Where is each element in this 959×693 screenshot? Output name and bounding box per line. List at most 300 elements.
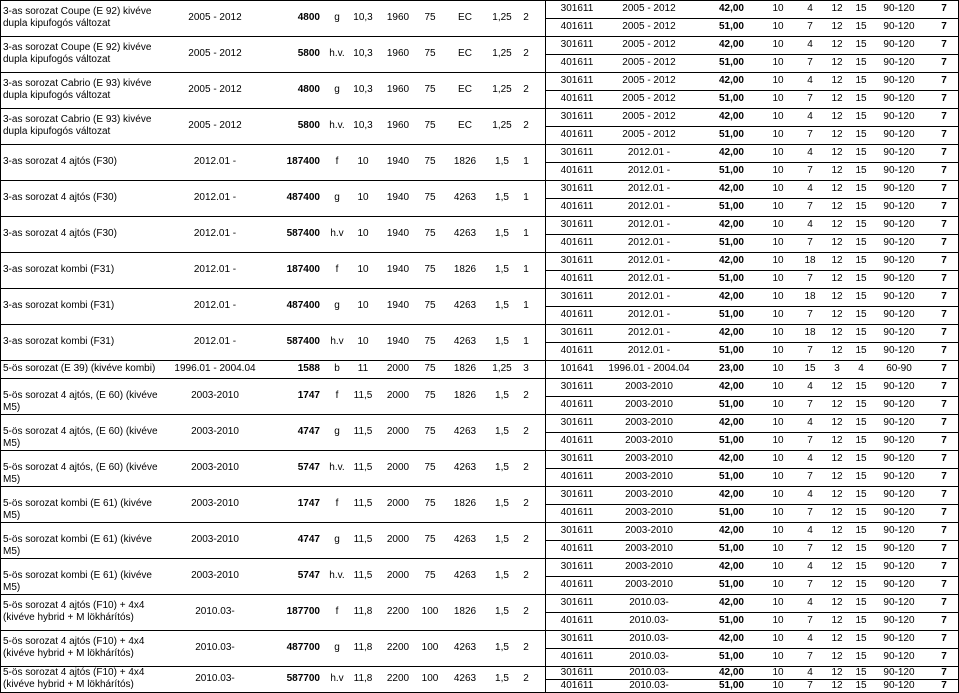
cell-p1: 11,8	[353, 606, 373, 617]
sub-row-divider	[545, 432, 959, 433]
cell-p3: 75	[424, 462, 436, 473]
sub-cell: 7	[807, 129, 813, 140]
cell-p3: 75	[424, 120, 436, 131]
sub-cell: 2003-2010	[625, 471, 673, 482]
sub-cell: 42,00	[718, 147, 744, 158]
cell-code: 4747	[297, 426, 320, 437]
sub-cell: 15	[855, 129, 867, 140]
sub-row-divider	[545, 198, 959, 199]
sub-cell: 10	[772, 543, 784, 554]
sub-cell: 42,00	[718, 111, 744, 122]
sub-cell: 2003-2010	[625, 507, 673, 518]
vehicle-description: 3-as sorozat kombi (F31)	[3, 264, 115, 275]
cell-cat: h.v.	[329, 570, 345, 581]
sub-cell: 7	[807, 57, 813, 68]
cell-p2: 2200	[386, 642, 410, 653]
sub-cell: 7	[941, 39, 947, 50]
sub-cell: 7	[941, 21, 947, 32]
sub-cell: 42,00	[718, 633, 744, 644]
cell-years: 2003-2010	[191, 390, 239, 401]
cell-p2: 2000	[386, 570, 410, 581]
cell-p2: 1940	[386, 264, 410, 275]
sub-cell: 42,00	[718, 219, 744, 230]
cell-code: 5747	[297, 570, 320, 581]
cell-cat: h.v	[330, 336, 344, 347]
sub-row-divider	[545, 648, 959, 649]
sub-cell: 2003-2010	[625, 435, 673, 446]
cell-years: 2012.01 -	[193, 192, 237, 203]
sub-cell: 301611	[560, 219, 594, 230]
cell-p1: 10,3	[353, 12, 373, 23]
sub-cell: 12	[831, 3, 843, 14]
cell-p1: 11,8	[353, 642, 373, 653]
sub-cell: 15	[855, 417, 867, 428]
sub-cell: 12	[831, 237, 843, 248]
sub-cell: 12	[831, 183, 843, 194]
cell-p6: 1	[523, 300, 529, 311]
sub-cell: 2010.03-	[629, 651, 669, 662]
cell-p3: 75	[424, 498, 436, 509]
sub-cell: 15	[855, 3, 867, 14]
cell-p4: EC	[458, 120, 472, 131]
sub-cell: 7	[941, 255, 947, 266]
table-row	[0, 72, 959, 108]
sub-cell: 7	[807, 507, 813, 518]
sub-cell: 4	[807, 183, 813, 194]
cell-cat: h.v	[330, 673, 344, 684]
sub-cell: 301611	[560, 327, 594, 338]
sub-cell: 301611	[560, 255, 594, 266]
cell-years: 1996.01 - 2004.04	[174, 363, 256, 374]
sub-cell: 90-120	[883, 381, 915, 392]
sub-cell: 7	[941, 453, 947, 464]
sub-cell: 15	[855, 471, 867, 482]
cell-p2: 1960	[386, 84, 410, 95]
sub-cell: 401611	[560, 651, 594, 662]
sub-cell: 90-120	[883, 597, 915, 608]
sub-cell: 12	[831, 666, 843, 678]
sub-cell: 7	[807, 21, 813, 32]
sub-cell: 10	[772, 237, 784, 248]
cell-p2: 2000	[386, 426, 410, 437]
cell-p4: 1826	[453, 156, 477, 167]
cell-code: 187400	[286, 156, 320, 167]
sub-cell: 401611	[560, 679, 594, 691]
sub-cell: 12	[831, 597, 843, 608]
sub-cell: 15	[855, 183, 867, 194]
sub-cell: 51,00	[718, 273, 744, 284]
sub-cell: 7	[941, 543, 947, 554]
sub-cell: 42,00	[718, 75, 744, 86]
sub-cell: 90-120	[883, 219, 915, 230]
sub-cell: 4	[807, 561, 813, 572]
sub-cell: 15	[855, 147, 867, 158]
sub-cell: 15	[855, 679, 867, 691]
cell-cat: h.v.	[329, 120, 345, 131]
sub-cell: 4	[807, 633, 813, 644]
sub-cell: 2005 - 2012	[622, 57, 676, 68]
sub-cell: 2003-2010	[625, 417, 673, 428]
cell-p3: 75	[424, 12, 436, 23]
table-row	[0, 378, 959, 414]
cell-code: 1588	[297, 363, 320, 374]
cell-p4: 1826	[453, 363, 477, 374]
cell-code: 4747	[297, 534, 320, 545]
sub-cell: 301611	[560, 39, 594, 50]
cell-cat: h.v	[330, 228, 344, 239]
cell-p2: 1960	[386, 12, 410, 23]
sub-cell: 12	[831, 147, 843, 158]
vehicle-description: 5-ös sorozat kombi (E 61) (kivéve M5)	[3, 498, 152, 521]
sub-cell: 7	[941, 381, 947, 392]
sub-cell: 42,00	[718, 561, 744, 572]
cell-p2: 2200	[386, 606, 410, 617]
sub-cell: 401611	[560, 273, 594, 284]
cell-p5: 1,5	[495, 498, 509, 509]
sub-cell: 4	[807, 3, 813, 14]
table-row	[0, 414, 959, 450]
sub-cell: 7	[807, 435, 813, 446]
table-row	[0, 666, 959, 692]
sub-cell: 42,00	[718, 291, 744, 302]
cell-p3: 75	[424, 192, 436, 203]
sub-cell: 2003-2010	[625, 543, 673, 554]
sub-cell: 7	[941, 345, 947, 356]
sub-cell: 401611	[560, 507, 594, 518]
sub-cell: 12	[831, 417, 843, 428]
cell-code: 4800	[297, 84, 320, 95]
sub-cell: 301611	[560, 489, 594, 500]
sub-cell: 7	[807, 471, 813, 482]
table-row	[0, 36, 959, 72]
cell-p2: 2000	[386, 390, 410, 401]
sub-cell: 12	[831, 381, 843, 392]
cell-p5: 1,5	[495, 390, 509, 401]
vehicle-description: 5-ös sorozat 4 ajtós, (E 60) (kivéve M5)	[3, 390, 158, 413]
sub-cell: 18	[804, 327, 816, 338]
vehicle-description: 3-as sorozat kombi (F31)	[3, 336, 115, 347]
sub-cell: 42,00	[718, 525, 744, 536]
cell-p1: 10,3	[353, 120, 373, 131]
sub-cell: 7	[941, 327, 947, 338]
sub-cell: 12	[831, 561, 843, 572]
vehicle-description: 5-ös sorozat 4 ajtós, (E 60) (kivéve M5)	[3, 462, 158, 485]
cell-years: 2010.03-	[195, 642, 235, 653]
sub-cell: 12	[831, 111, 843, 122]
sub-cell: 15	[855, 237, 867, 248]
sub-row-divider	[545, 126, 959, 127]
sub-cell: 12	[831, 453, 843, 464]
cell-code: 187700	[286, 606, 320, 617]
sub-cell: 42,00	[718, 489, 744, 500]
sub-cell: 51,00	[718, 507, 744, 518]
sub-cell: 90-120	[883, 21, 915, 32]
cell-p3: 100	[421, 606, 439, 617]
cell-p4: 1826	[453, 390, 477, 401]
sub-cell: 1996.01 - 2004.04	[608, 363, 690, 374]
sub-cell: 401611	[560, 309, 594, 320]
sub-cell: 90-120	[883, 666, 915, 678]
sub-cell: 90-120	[883, 399, 915, 410]
sub-cell: 2012.01 -	[627, 309, 671, 320]
sub-cell: 7	[941, 471, 947, 482]
sub-cell: 301611	[560, 291, 594, 302]
table-row	[0, 630, 959, 666]
cell-p6: 2	[523, 606, 529, 617]
cell-p4: 4263	[453, 300, 477, 311]
sub-cell: 12	[831, 435, 843, 446]
sub-cell: 90-120	[883, 129, 915, 140]
cell-years: 2012.01 -	[193, 300, 237, 311]
cell-p1: 10	[357, 336, 369, 347]
cell-p3: 75	[424, 390, 436, 401]
cell-p1: 10	[357, 156, 369, 167]
cell-p6: 2	[523, 642, 529, 653]
sub-cell: 7	[941, 57, 947, 68]
vehicle-description: 3-as sorozat 4 ajtós (F30)	[3, 156, 117, 167]
sub-cell: 12	[831, 201, 843, 212]
sub-cell: 401611	[560, 57, 594, 68]
sub-cell: 7	[941, 507, 947, 518]
cell-years: 2005 - 2012	[188, 48, 242, 59]
cell-p4: 1826	[453, 264, 477, 275]
sub-cell: 23,00	[718, 363, 744, 374]
cell-p4: 4263	[453, 642, 477, 653]
sub-cell: 2012.01 -	[627, 255, 671, 266]
sub-cell: 7	[941, 165, 947, 176]
cell-p1: 11,5	[353, 498, 373, 509]
sub-cell: 12	[831, 543, 843, 554]
sub-cell: 90-120	[883, 651, 915, 662]
sub-cell: 301611	[560, 381, 594, 392]
sub-cell: 90-120	[883, 57, 915, 68]
sub-cell: 4	[807, 147, 813, 158]
table-row	[0, 180, 959, 216]
cell-p4: 1826	[453, 606, 477, 617]
sub-cell: 60-90	[886, 363, 912, 374]
table-row	[0, 108, 959, 144]
sub-cell: 90-120	[883, 165, 915, 176]
sub-cell: 10	[772, 327, 784, 338]
sub-cell: 10	[772, 597, 784, 608]
cell-p5: 1,25	[492, 120, 512, 131]
cell-p6: 1	[523, 192, 529, 203]
cell-p3: 75	[424, 336, 436, 347]
cell-p6: 2	[523, 48, 529, 59]
cell-years: 2003-2010	[191, 534, 239, 545]
sub-cell: 90-120	[883, 3, 915, 14]
cell-p2: 1960	[386, 120, 410, 131]
sub-row-divider	[545, 270, 959, 271]
sub-cell: 401611	[560, 471, 594, 482]
sub-cell: 15	[855, 93, 867, 104]
sub-cell: 90-120	[883, 273, 915, 284]
sub-cell: 15	[804, 363, 816, 374]
sub-cell: 401611	[560, 93, 594, 104]
cell-p1: 10	[357, 192, 369, 203]
sub-cell: 4	[807, 75, 813, 86]
sub-cell: 10	[772, 633, 784, 644]
sub-cell: 10	[772, 111, 784, 122]
sub-cell: 12	[831, 21, 843, 32]
sub-cell: 2012.01 -	[627, 273, 671, 284]
sub-cell: 42,00	[718, 453, 744, 464]
cell-cat: f	[335, 156, 339, 167]
sub-cell: 2005 - 2012	[622, 21, 676, 32]
sub-cell: 10	[772, 471, 784, 482]
cell-years: 2003-2010	[191, 426, 239, 437]
sub-cell: 7	[807, 309, 813, 320]
sub-cell: 4	[858, 363, 864, 374]
sub-cell: 10	[772, 39, 784, 50]
cell-p4: EC	[458, 12, 472, 23]
cell-p2: 1940	[386, 336, 410, 347]
cell-p5: 1,5	[495, 192, 509, 203]
sub-cell: 90-120	[883, 39, 915, 50]
sub-cell: 7	[941, 309, 947, 320]
sub-cell: 10	[772, 453, 784, 464]
sub-cell: 7	[941, 111, 947, 122]
cell-p6: 2	[523, 534, 529, 545]
table-row	[0, 558, 959, 594]
sub-cell: 42,00	[718, 3, 744, 14]
sub-cell: 2003-2010	[625, 579, 673, 590]
sub-cell: 7	[941, 129, 947, 140]
sub-cell: 7	[941, 417, 947, 428]
vehicle-description: 5-ös sorozat kombi (E 61) (kivéve M5)	[3, 570, 152, 593]
sub-cell: 7	[941, 615, 947, 626]
sub-cell: 4	[807, 111, 813, 122]
cell-p3: 75	[424, 264, 436, 275]
sub-cell: 42,00	[718, 255, 744, 266]
sub-cell: 42,00	[718, 327, 744, 338]
sub-cell: 15	[855, 453, 867, 464]
sub-cell: 12	[831, 399, 843, 410]
sub-cell: 18	[804, 255, 816, 266]
sub-cell: 51,00	[718, 435, 744, 446]
sub-cell: 301611	[560, 183, 594, 194]
cell-p3: 75	[424, 84, 436, 95]
sub-cell: 90-120	[883, 255, 915, 266]
sub-cell: 101641	[560, 363, 594, 374]
sub-cell: 2012.01 -	[627, 201, 671, 212]
sub-cell: 15	[855, 435, 867, 446]
cell-p3: 75	[424, 363, 436, 374]
sub-cell: 7	[941, 435, 947, 446]
sub-cell: 2010.03-	[629, 615, 669, 626]
sub-cell: 301611	[560, 561, 594, 572]
sub-cell: 401611	[560, 201, 594, 212]
sub-cell: 90-120	[883, 679, 915, 691]
sub-cell: 10	[772, 21, 784, 32]
sub-cell: 15	[855, 489, 867, 500]
sub-cell: 15	[855, 507, 867, 518]
sub-cell: 15	[855, 561, 867, 572]
sub-row-divider	[545, 234, 959, 235]
sub-cell: 51,00	[718, 237, 744, 248]
cell-p2: 2200	[386, 673, 410, 684]
sub-cell: 301611	[560, 75, 594, 86]
sub-cell: 2005 - 2012	[622, 111, 676, 122]
sub-cell: 90-120	[883, 507, 915, 518]
cell-p6: 1	[523, 264, 529, 275]
cell-p5: 1,5	[495, 570, 509, 581]
sub-row-divider	[545, 54, 959, 55]
cell-p5: 1,5	[495, 264, 509, 275]
cell-p3: 75	[424, 570, 436, 581]
cell-code: 487400	[286, 300, 320, 311]
cell-cat: f	[335, 264, 339, 275]
cell-years: 2005 - 2012	[188, 12, 242, 23]
sub-cell: 4	[807, 489, 813, 500]
sub-cell: 90-120	[883, 345, 915, 356]
sub-cell: 401611	[560, 615, 594, 626]
sub-cell: 51,00	[718, 399, 744, 410]
sub-cell: 7	[941, 273, 947, 284]
cell-years: 2005 - 2012	[188, 120, 242, 131]
sub-cell: 10	[772, 381, 784, 392]
sub-cell: 10	[772, 183, 784, 194]
table-row	[0, 486, 959, 522]
sub-cell: 90-120	[883, 525, 915, 536]
cell-p6: 1	[523, 336, 529, 347]
sub-cell: 2012.01 -	[627, 147, 671, 158]
sub-cell: 15	[855, 291, 867, 302]
cell-p1: 10	[357, 300, 369, 311]
cell-years: 2012.01 -	[193, 156, 237, 167]
sub-cell: 15	[855, 219, 867, 230]
sub-cell: 15	[855, 39, 867, 50]
cell-p6: 1	[523, 156, 529, 167]
sub-cell: 10	[772, 489, 784, 500]
cell-p5: 1,25	[492, 84, 512, 95]
vehicle-description: 5-ös sorozat kombi (E 61) (kivéve M5)	[3, 534, 152, 557]
sub-cell: 301611	[560, 453, 594, 464]
sub-cell: 51,00	[718, 309, 744, 320]
cell-p4: 4263	[453, 426, 477, 437]
sub-cell: 90-120	[883, 561, 915, 572]
column-divider	[545, 0, 546, 692]
sub-cell: 12	[831, 165, 843, 176]
sub-cell: 90-120	[883, 453, 915, 464]
sub-cell: 90-120	[883, 75, 915, 86]
cell-p4: 4263	[453, 228, 477, 239]
sub-cell: 301611	[560, 597, 594, 608]
sub-cell: 2005 - 2012	[622, 93, 676, 104]
vehicle-description: 3-as sorozat Cabrio (E 93) kivéve dupla kipufogós változat	[3, 78, 152, 101]
sub-cell: 15	[855, 327, 867, 338]
sub-cell: 301611	[560, 111, 594, 122]
sub-cell: 51,00	[718, 21, 744, 32]
sub-cell: 15	[855, 633, 867, 644]
sub-cell: 51,00	[718, 543, 744, 554]
sub-cell: 15	[855, 75, 867, 86]
cell-cat: b	[334, 363, 340, 374]
sub-cell: 4	[807, 597, 813, 608]
sub-cell: 401611	[560, 543, 594, 554]
cell-years: 2005 - 2012	[188, 84, 242, 95]
cell-p2: 1940	[386, 156, 410, 167]
sub-cell: 10	[772, 679, 784, 691]
cell-cat: g	[334, 84, 340, 95]
sub-cell: 7	[807, 273, 813, 284]
cell-p3: 75	[424, 156, 436, 167]
sub-cell: 7	[941, 597, 947, 608]
cell-p5: 1,5	[495, 642, 509, 653]
sub-cell: 2005 - 2012	[622, 3, 676, 14]
sub-cell: 7	[807, 201, 813, 212]
sub-cell: 12	[831, 471, 843, 482]
